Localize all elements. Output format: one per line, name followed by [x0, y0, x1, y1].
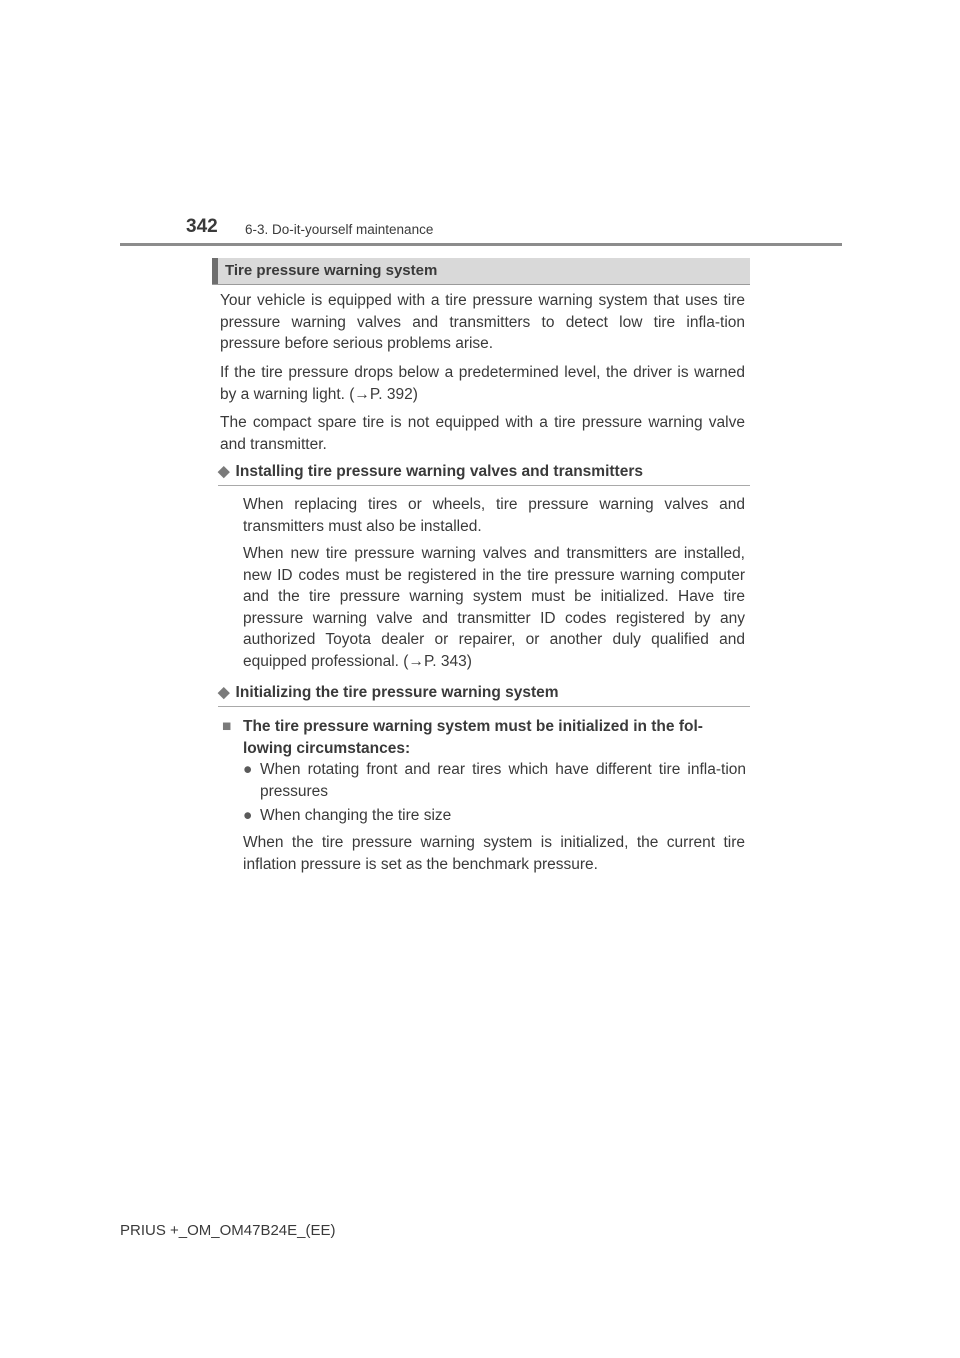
installing-rule [218, 485, 750, 486]
diamond-icon: ◆ [218, 684, 230, 701]
installing-heading [218, 462, 643, 481]
diamond-icon: ◆ [218, 463, 230, 480]
installing-paragraph-1: When replacing tires or wheels, tire pressure warning valves and transmitters must also be installed. [243, 496, 745, 535]
header-rule [120, 243, 842, 246]
square-bullet-icon: ■ [222, 718, 232, 735]
bullet-dot-icon: ● [243, 761, 253, 778]
circumstances-heading-text: The tire pressure warning system must be initialized in the fol-lowing circumstances: [243, 718, 703, 757]
initializing-heading [218, 683, 559, 702]
installing-paragraph-2: When new tire pressure warning valves and transmitters are installed, new ID codes must be registered in the tire pressure warning computer and the tire pressure warning system must be initialized. Have tire pressure warning valve and transmitter ID codes registered by any authorized Toyota dealer or repairer, or another duly qualified and equipped professional. (→P. 343) [243, 545, 745, 670]
list-item [243, 805, 746, 827]
list-item [243, 759, 746, 802]
list-item-text: When rotating front and rear tires which have different tire infla-tion pressures [260, 761, 746, 800]
warning-paragraph: If the tire pressure drops below a predetermined level, the driver is warned by a warning light. (→P. 392) [220, 364, 745, 403]
spare-tire-paragraph: The compact spare tire is not equipped with a tire pressure warning valve and transmitter. [220, 414, 745, 453]
section-title: Tire pressure warning system [225, 262, 438, 279]
title-bar [212, 258, 750, 285]
section-label: 6-3. Do-it-yourself maintenance [245, 222, 434, 237]
initialized-paragraph: When the tire pressure warning system is initialized, the current tire inflation pressure is set as the benchmark pressure. [243, 834, 745, 873]
intro-paragraph: Your vehicle is equipped with a tire pressure warning system that uses tire pressure warning valves and transmitters to detect low tire infla-tion pressure before serious problems arise. [220, 292, 745, 352]
initializing-rule [218, 706, 750, 707]
circumstances-heading [222, 716, 746, 760]
page-number: 342 [186, 216, 218, 237]
installing-heading-text: Installing tire pressure warning valves and transmitters [235, 463, 643, 480]
title-bar-accent [212, 258, 218, 284]
list-item-text: When changing the tire size [260, 807, 452, 824]
initializing-heading-text: Initializing the tire pressure warning system [235, 684, 559, 701]
bullet-dot-icon: ● [243, 807, 253, 824]
footer-code: PRIUS +_OM_OM47B24E_(EE) [120, 1222, 336, 1239]
